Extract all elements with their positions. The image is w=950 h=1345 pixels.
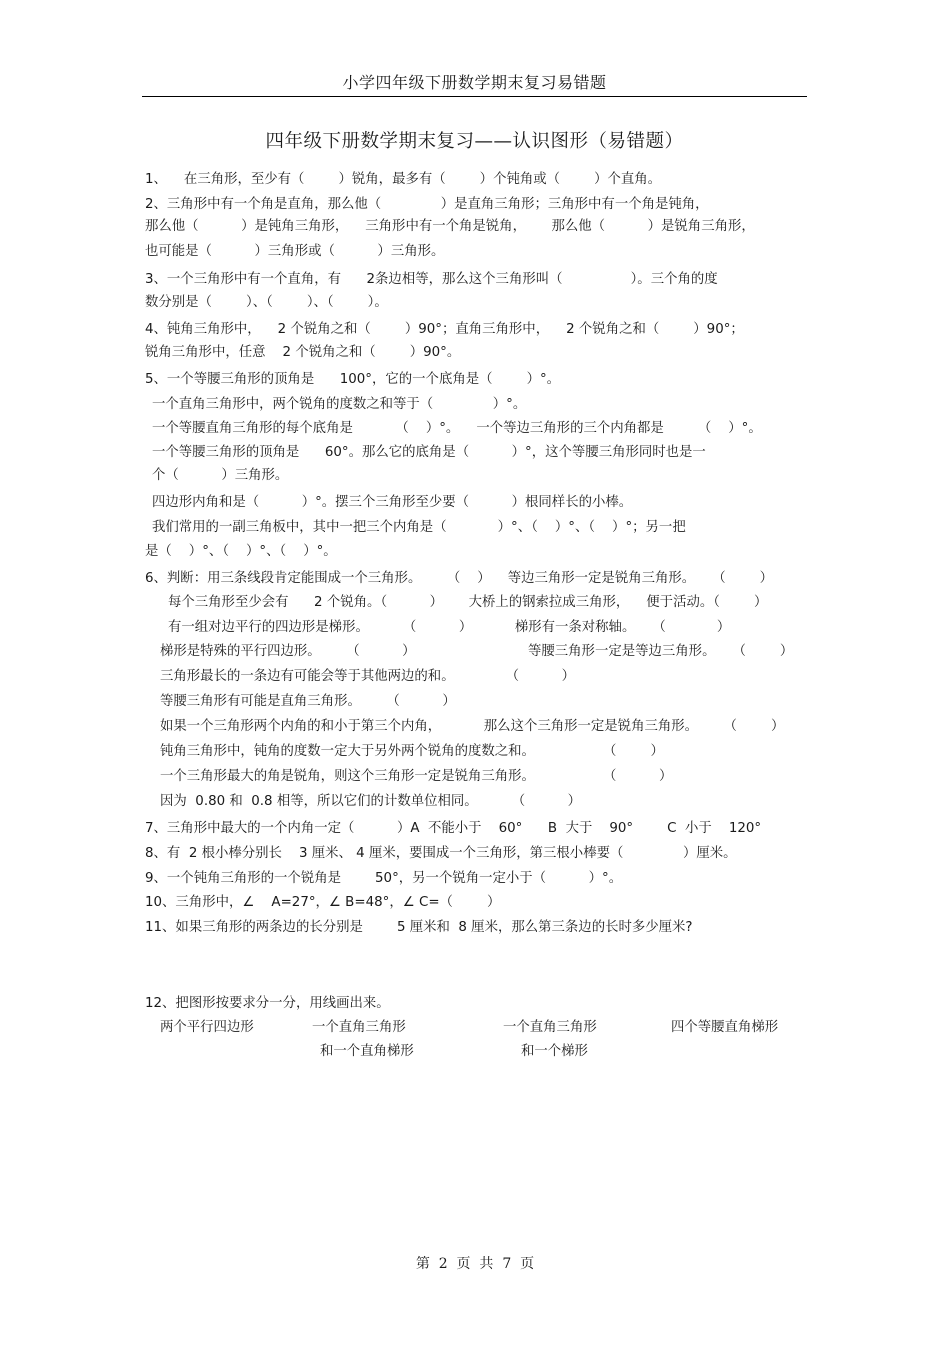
question-line: 一个三角形最大的角是锐角，则这个三角形一定是锐角三角形。 （ ）: [160, 769, 673, 784]
question-line: 个（ ）三角形。: [152, 468, 289, 483]
shape-label: 和一个梯形: [521, 1044, 588, 1059]
page-number-footer: 第 2 页 共 7 页: [415, 1256, 535, 1272]
question-line: 4、钝角三角形中， 2 个锐角之和（ ）90°；直角三角形中， 2 个锐角之和（ ）90°；: [145, 322, 744, 337]
question-line: 梯形是特殊的平行四边形。 （ ）: [160, 644, 416, 659]
question-line: 锐角三角形中，任意 2 个锐角之和（ ）90°。: [145, 345, 461, 360]
question-line: 钝角三角形中，钝角的度数一定大于另外两个锐角的度数之和。 （ ）: [160, 744, 664, 759]
question-line: 四边形内角和是（ ）°。摆三个三角形至少要（ ）根同样长的小棒。: [152, 495, 633, 510]
question-line: 每个三角形至少会有 2 个锐角。（ ） 大桥上的钢索拉成三角形， 便于活动。（ ）: [168, 595, 768, 610]
question-line: 9、一个钝角三角形的一个锐角是 50°，另一个锐角一定小于（ ）°。: [145, 871, 623, 886]
question-line: 等腰三角形有可能是直角三角形。 （ ）: [160, 694, 456, 709]
question-line: 等腰三角形一定是等边三角形。 （ ）: [528, 644, 794, 659]
question-line: 3、一个三角形中有一个直角，有 2条边相等，那么这个三角形叫（ ）。三个角的度: [145, 272, 718, 287]
shape-label: 一个直角三角形: [503, 1020, 597, 1035]
shape-label: 四个等腰直角梯形: [671, 1020, 779, 1035]
question-line: 是（ ）°、（ ）°、（ ）°。: [145, 544, 337, 559]
question-line: 5、一个等腰三角形的顶角是 100°，它的一个底角是（ ）°。: [145, 372, 561, 387]
question-line: 也可能是（ ）三角形或（ ）三角形。: [145, 244, 445, 259]
question-line: 一个等腰三角形的顶角是 60°。那么它的底角是（ ）°，这个等腰三角形同时也是一: [152, 445, 706, 460]
running-header: 小学四年级下册数学期末复习易错题: [342, 73, 607, 92]
question-line: 7、三角形中最大的一个内角一定（ ）A 不能小于 60° B 大于 90° C 小于 120°: [145, 821, 762, 836]
question-line: 11、如果三角形的两条边的长分别是 5 厘米和 8 厘米，那么第三条边的长时多少厘米?: [145, 920, 693, 935]
question-line: 因为 0.80 和 0.8 相等，所以它们的计数单位相同。 （ ）: [160, 794, 582, 809]
question-line: 数分别是（ ）、（ ）、（ ）。: [145, 295, 388, 310]
question-line: 那么他（ ）是钝角三角形， 三角形中有一个角是锐角， 那么他（ ）是锐角三角形，: [145, 219, 755, 234]
question-line: 有一组对边平行的四边形是梯形。 （ ） 梯形有一条对称轴。 （ ）: [168, 620, 731, 635]
question-line: 10、三角形中，∠ A=27°，∠ B=48°，∠ C=（ ）: [145, 895, 501, 910]
question-line: 2、三角形中有一个角是直角，那么他（ ）是直角三角形；三角形中有一个角是钝角，: [145, 197, 709, 212]
header-divider: [142, 96, 807, 97]
question-line: 三角形最长的一条边有可能会等于其他两边的和。 （ ）: [160, 669, 576, 684]
question-line: 8、有 2 根小棒分别长 3 厘米、 4 厘米，要围成一个三角形，第三根小棒要（ ）厘米。: [145, 846, 737, 861]
question-line: 一个直角三角形中，两个锐角的度数之和等于（ ）°。: [152, 397, 527, 412]
shape-label: 一个直角三角形: [312, 1020, 406, 1035]
question-line: 1、 在三角形，至少有（ ）锐角，最多有（ ）个钝角或（ ）个直角。: [145, 172, 662, 187]
shape-label: 和一个直角梯形: [320, 1044, 414, 1059]
shape-label: 两个平行四边形: [160, 1020, 254, 1035]
question-line: 如果一个三角形两个内角的和小于第三个内角， 那么这个三角形一定是锐角三角形。 （ ）: [160, 719, 785, 734]
question-line: 12、把图形按要求分一分，用线画出来。: [145, 996, 390, 1011]
question-line: 我们常用的一副三角板中，其中一把三个内角是（ ）°、（ ）°、（ ）°；另一把: [152, 520, 686, 535]
question-line: 6、判断：用三条线段肯定能围成一个三角形。 （ ） 等边三角形一定是锐角三角形。 （ ）: [145, 571, 774, 586]
question-line: 一个等腰直角三角形的每个底角是 （ ）°。 一个等边三角形的三个内角都是 （ ）°。: [152, 421, 762, 436]
page-title: 四年级下册数学期末复习——认识图形（易错题）: [265, 131, 684, 152]
